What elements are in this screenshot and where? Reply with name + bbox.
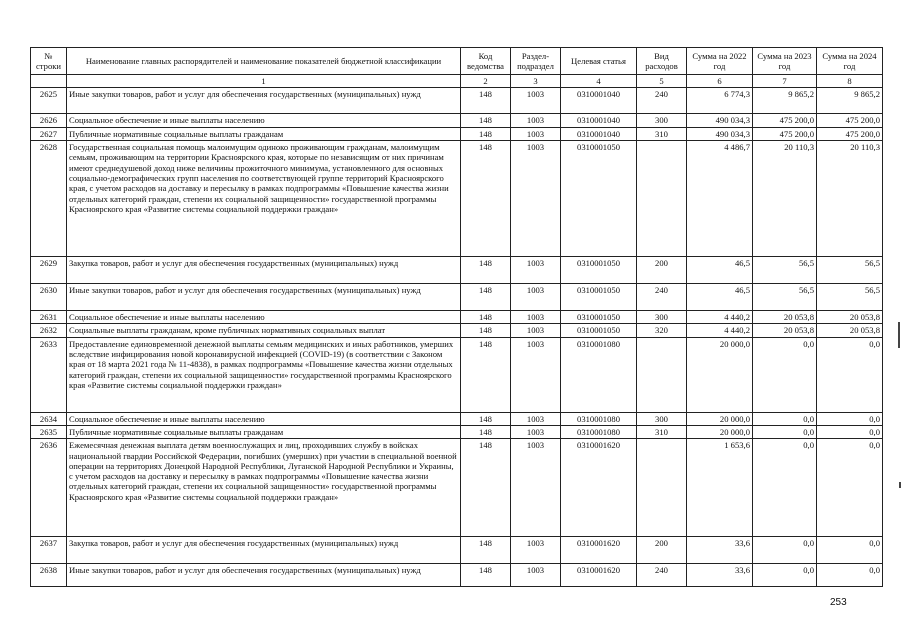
cell-section-code: 1003 [511, 324, 561, 337]
cell-indicator-name: Социальное обеспечение и иные выплаты населению [67, 114, 461, 127]
budget-table [30, 47, 883, 587]
cell-dept-code: 148 [461, 88, 511, 114]
header-dept-code: Код ведомства [461, 48, 511, 75]
cell-expense-type: 200 [637, 256, 687, 283]
cell-expense-type: 300 [637, 310, 687, 323]
cell-row-number: 2626 [31, 114, 67, 127]
cell-dept-code: 148 [461, 439, 511, 537]
cell-expense-type [637, 337, 687, 412]
cell-row-number: 2629 [31, 256, 67, 283]
cell-dept-code: 148 [461, 337, 511, 412]
cell-section-code: 1003 [511, 140, 561, 256]
cell-indicator-name: Государственная социальная помощь малоимущим одиноко проживающим гражданам, малоимущим семьям, проживающим на территории Красноярского края, которые по независящим от них причинам имеют среднедушевой доход ниже величины прожиточного минимума, установленного для основных социально-демографических групп населения по соответствующей группе территорий Красноярского края, с учетом расходов на доставку и пересылку в рамках подпрограммы «Повышение качества жизни отдельных категорий граждан, степени их социальной защищенности» государственной программы Красноярского края «Развитие системы социальной поддержки граждан» [67, 140, 461, 256]
header-sum-2024: Сумма на 2024 год [817, 48, 883, 75]
cell-indicator-name: Социальное обеспечение и иные выплаты населению [67, 412, 461, 425]
column-number: 6 [687, 75, 753, 88]
budget-sheet [30, 47, 882, 587]
cell-target-code: 0310001050 [561, 310, 637, 323]
cell-sum-2024: 9 865,2 [817, 88, 883, 114]
cell-sum-2024: 0,0 [817, 412, 883, 425]
cell-sum-2024: 0,0 [817, 564, 883, 587]
cell-sum-2022: 20 000,0 [687, 337, 753, 412]
cell-sum-2023: 0,0 [753, 337, 817, 412]
cell-indicator-name: Публичные нормативные социальные выплаты гражданам [67, 127, 461, 140]
column-number [31, 75, 67, 88]
cell-row-number: 2635 [31, 425, 67, 438]
column-number: 4 [561, 75, 637, 88]
cell-sum-2022: 46,5 [687, 256, 753, 283]
cell-dept-code: 148 [461, 412, 511, 425]
cell-sum-2024: 475 200,0 [817, 127, 883, 140]
cell-section-code: 1003 [511, 127, 561, 140]
table-row [31, 537, 883, 564]
cell-sum-2024: 20 110,3 [817, 140, 883, 256]
cell-row-number: 2627 [31, 127, 67, 140]
table-row [31, 564, 883, 587]
cell-sum-2024: 475 200,0 [817, 114, 883, 127]
cell-sum-2024: 0,0 [817, 425, 883, 438]
cell-expense-type: 320 [637, 324, 687, 337]
cell-indicator-name: Публичные нормативные социальные выплаты гражданам [67, 425, 461, 438]
table-row [31, 127, 883, 140]
cell-sum-2023: 0,0 [753, 439, 817, 537]
header-name: Наименование главных распорядителей и наименование показателей бюджетной классификации [67, 48, 461, 75]
cell-indicator-name: Иные закупки товаров, работ и услуг для обеспечения государственных (муниципальных) нужд [67, 88, 461, 114]
table-row [31, 140, 883, 256]
cell-expense-type: 200 [637, 537, 687, 564]
cell-row-number: 2638 [31, 564, 67, 587]
table-row [31, 88, 883, 114]
header-sum-2022: Сумма на 2022 год [687, 48, 753, 75]
cell-indicator-name: Закупка товаров, работ и услуг для обеспечения государственных (муниципальных) нужд [67, 256, 461, 283]
cell-indicator-name: Закупка товаров, работ и услуг для обеспечения государственных (муниципальных) нужд [67, 537, 461, 564]
header-row-number: № строки [31, 48, 67, 75]
cell-row-number: 2625 [31, 88, 67, 114]
cell-target-code: 0310001620 [561, 537, 637, 564]
cell-sum-2022: 20 000,0 [687, 412, 753, 425]
cell-expense-type: 240 [637, 564, 687, 587]
cell-row-number: 2637 [31, 537, 67, 564]
column-number: 1 [67, 75, 461, 88]
cell-target-code: 0310001050 [561, 256, 637, 283]
cell-sum-2022: 1 653,6 [687, 439, 753, 537]
column-number: 8 [817, 75, 883, 88]
column-number: 7 [753, 75, 817, 88]
cell-dept-code: 148 [461, 310, 511, 323]
cell-sum-2024: 20 053,8 [817, 324, 883, 337]
cell-indicator-name: Иные закупки товаров, работ и услуг для обеспечения государственных (муниципальных) нужд [67, 283, 461, 310]
cell-sum-2022: 490 034,3 [687, 127, 753, 140]
cell-row-number: 2631 [31, 310, 67, 323]
header-row [31, 48, 883, 75]
cell-sum-2024: 56,5 [817, 256, 883, 283]
header-sum-2023: Сумма на 2023 год [753, 48, 817, 75]
cell-sum-2022: 20 000,0 [687, 425, 753, 438]
cell-sum-2023: 56,5 [753, 283, 817, 310]
cell-indicator-name: Социальные выплаты гражданам, кроме публичных нормативных социальных выплат [67, 324, 461, 337]
cell-section-code: 1003 [511, 256, 561, 283]
cell-dept-code: 148 [461, 256, 511, 283]
cell-sum-2022: 6 774,3 [687, 88, 753, 114]
cell-sum-2024: 0,0 [817, 439, 883, 537]
cell-dept-code: 148 [461, 537, 511, 564]
cell-row-number: 2634 [31, 412, 67, 425]
cell-indicator-name: Предоставление единовременной денежной выплаты семьям медицинских и иных работников, умерших вследствие инфицирования новой коронавирусной инфекцией (COVID-19) (в соответствии с Законом края от 18 марта 2021 года № 11-4838), в рамках подпрограммы «Повышение качества жизни отдельных категорий граждан, степени их социальной защищенности» государственной программы Красноярского края «Развитие системы социальной поддержки граждан» [67, 337, 461, 412]
cell-sum-2023: 0,0 [753, 537, 817, 564]
cell-target-code: 0310001050 [561, 324, 637, 337]
page-number: 253 [830, 597, 847, 608]
cell-target-code: 0310001040 [561, 127, 637, 140]
cell-section-code: 1003 [511, 337, 561, 412]
table-row [31, 256, 883, 283]
table-body [31, 88, 883, 587]
table-row [31, 114, 883, 127]
table-row [31, 425, 883, 438]
cell-expense-type: 240 [637, 88, 687, 114]
cell-section-code: 1003 [511, 283, 561, 310]
cell-sum-2022: 46,5 [687, 283, 753, 310]
cell-dept-code: 148 [461, 114, 511, 127]
cell-sum-2024: 56,5 [817, 283, 883, 310]
cell-indicator-name: Ежемесячная денежная выплата детям военнослужащих и лиц, проходивших службу в войсках национальной гвардии Российской Федерации, погибших (умерших) при участии в специальной военной операции на территориях Донецкой Народной Республики, Луганской Народной Республики и Украины, с учетом расходов на доставку и пересылку в рамках подпрограммы «Повышение качества жизни отдельных категорий граждан, степени их социальной защищенности» государственной программы Красноярского края «Развитие системы социальной поддержки граждан» [67, 439, 461, 537]
cell-indicator-name: Иные закупки товаров, работ и услуг для обеспечения государственных (муниципальных) нужд [67, 564, 461, 587]
cell-sum-2023: 0,0 [753, 412, 817, 425]
cell-expense-type: 310 [637, 425, 687, 438]
cell-expense-type: 310 [637, 127, 687, 140]
cell-dept-code: 148 [461, 127, 511, 140]
cell-sum-2022: 33,6 [687, 537, 753, 564]
column-number-row [31, 75, 883, 88]
cell-target-code: 0310001050 [561, 283, 637, 310]
cell-sum-2023: 475 200,0 [753, 114, 817, 127]
cell-dept-code: 148 [461, 140, 511, 256]
header-target: Целевая статья [561, 48, 637, 75]
header-expense-type: Вид расходов [637, 48, 687, 75]
cell-expense-type: 300 [637, 412, 687, 425]
cell-target-code: 0310001040 [561, 88, 637, 114]
column-number: 2 [461, 75, 511, 88]
cell-sum-2022: 33,6 [687, 564, 753, 587]
cell-section-code: 1003 [511, 88, 561, 114]
cell-sum-2023: 9 865,2 [753, 88, 817, 114]
column-number: 3 [511, 75, 561, 88]
scan-margin-mark [898, 322, 900, 348]
cell-dept-code: 148 [461, 425, 511, 438]
cell-expense-type [637, 439, 687, 537]
cell-target-code: 0310001080 [561, 425, 637, 438]
cell-sum-2024: 0,0 [817, 537, 883, 564]
cell-sum-2022: 4 440,2 [687, 310, 753, 323]
cell-section-code: 1003 [511, 564, 561, 587]
cell-expense-type: 300 [637, 114, 687, 127]
cell-target-code: 0310001080 [561, 337, 637, 412]
cell-section-code: 1003 [511, 537, 561, 564]
table-row [31, 412, 883, 425]
table-row [31, 310, 883, 323]
column-number: 5 [637, 75, 687, 88]
cell-sum-2023: 20 110,3 [753, 140, 817, 256]
cell-section-code: 1003 [511, 412, 561, 425]
cell-indicator-name: Социальное обеспечение и иные выплаты населению [67, 310, 461, 323]
cell-row-number: 2630 [31, 283, 67, 310]
cell-row-number: 2628 [31, 140, 67, 256]
cell-row-number: 2632 [31, 324, 67, 337]
cell-sum-2022: 490 034,3 [687, 114, 753, 127]
cell-target-code: 0310001080 [561, 412, 637, 425]
cell-target-code: 0310001620 [561, 564, 637, 587]
cell-sum-2023: 56,5 [753, 256, 817, 283]
cell-section-code: 1003 [511, 439, 561, 537]
cell-section-code: 1003 [511, 310, 561, 323]
cell-row-number: 2636 [31, 439, 67, 537]
cell-target-code: 0310001620 [561, 439, 637, 537]
cell-dept-code: 148 [461, 283, 511, 310]
cell-expense-type: 240 [637, 283, 687, 310]
cell-sum-2022: 4 440,2 [687, 324, 753, 337]
cell-section-code: 1003 [511, 114, 561, 127]
cell-sum-2024: 20 053,8 [817, 310, 883, 323]
cell-row-number: 2633 [31, 337, 67, 412]
cell-sum-2024: 0,0 [817, 337, 883, 412]
cell-sum-2022: 4 486,7 [687, 140, 753, 256]
scan-margin-mark [899, 482, 901, 488]
cell-dept-code: 148 [461, 324, 511, 337]
cell-target-code: 0310001050 [561, 140, 637, 256]
cell-sum-2023: 475 200,0 [753, 127, 817, 140]
cell-sum-2023: 20 053,8 [753, 324, 817, 337]
header-section: Раздел-подраздел [511, 48, 561, 75]
cell-sum-2023: 20 053,8 [753, 310, 817, 323]
table-row [31, 337, 883, 412]
cell-expense-type [637, 140, 687, 256]
table-row [31, 439, 883, 537]
cell-section-code: 1003 [511, 425, 561, 438]
table-row [31, 283, 883, 310]
cell-dept-code: 148 [461, 564, 511, 587]
table-row [31, 324, 883, 337]
cell-sum-2023: 0,0 [753, 564, 817, 587]
cell-target-code: 0310001040 [561, 114, 637, 127]
cell-sum-2023: 0,0 [753, 425, 817, 438]
